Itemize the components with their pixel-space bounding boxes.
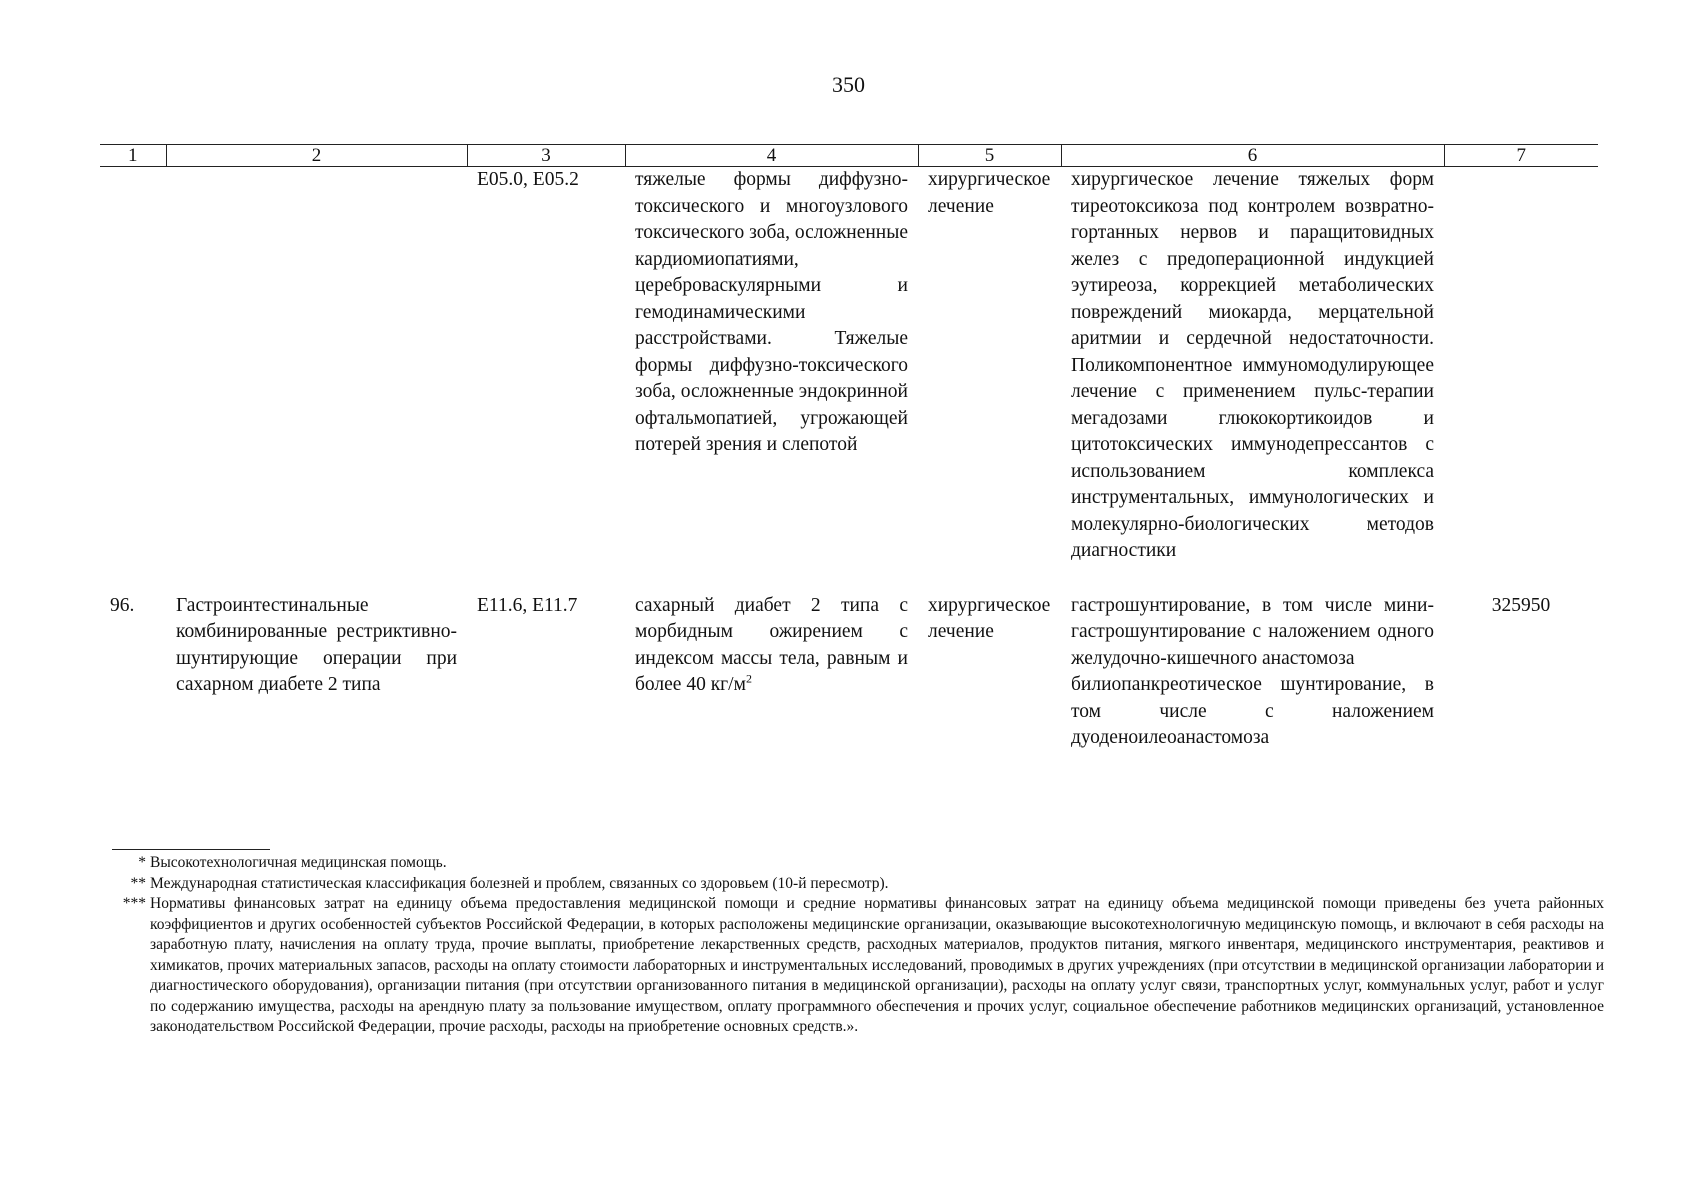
treatment-type: хирургическое лечение xyxy=(928,594,1051,642)
column-header-1: 1 xyxy=(100,145,166,167)
column-header-2: 2 xyxy=(166,145,467,167)
footnote-text: Нормативы финансовых затрат на единицу объема предоставления медицинской помощи и средние нормативы финансовых затрат на единицу объема медицинской помощи приведены без учета районных коэффициентов и других особенностей субъектов Российской Федерации, в которых расположены медицинские организации, оказывающие высокотехнологичную медицинскую помощь, и включают в себя расходы на заработную плату, начисления на оплату труда, прочие выплаты, приобретение лекарственных средств, расходных материалов, продуктов питания, мягкого инвентаря, медицинского инструментария, реактивов и химикатов, прочих материальных запасов, расходы на оплату стоимости лабораторных и инструментальных исследований, проводимых в других учреждениях (при отсутствии в медицинской организации лаборатории и диагностического оборудования), организации питания (при отсутствии организованного питания в медицинской организации), расходы на оплату услуг связи, транспортных услуг, коммунальных услуг, работ и услуг по содержанию имущества, расходы на арендную плату за пользование имуществом, оплату программного обеспечения и прочих услуг, социальное обеспечение работников медицинских организаций, установленное законодательством Российской Федерации, прочие расходы, расходы на приобретение основных средств.». xyxy=(150,895,1604,1035)
method-line: билиопанкреотическое шунтирование, в том числе с наложением дуоденоилеоанастомоза xyxy=(1071,674,1434,748)
footnotes xyxy=(112,849,1604,1038)
price xyxy=(1444,167,1598,593)
icd-codes: E05.0, E05.2 xyxy=(477,169,579,190)
table-row xyxy=(100,167,1598,593)
page-number: 350 xyxy=(832,72,865,97)
footnote-mark: *** xyxy=(122,895,146,912)
patient-model xyxy=(625,593,918,752)
footnote xyxy=(112,853,1604,874)
treatment-method xyxy=(1061,593,1444,752)
price: 325950 xyxy=(1491,594,1551,616)
column-header-4: 4 xyxy=(625,145,918,167)
treatment-method xyxy=(1061,167,1444,593)
services-table xyxy=(100,144,1598,752)
method-line: хирургическое лечение тяжелых форм тиреотоксикоза под контролем возвратно-гортанных нервов и паращитовидных желез с предоперационной индукцией эутиреоза, коррекцией метаболических повреждений миокарда, мерцательной аритмии и сердечной недостаточности. Поликомпонентное иммуномодулирующее лечение с применением пульс-терапии мегадозами глюкокортикоидов и цитотоксических иммунодепрессантов с использованием комплекса инструментальных, иммунологических и молекулярно-биологических методов диагностики xyxy=(1071,169,1434,561)
service-name xyxy=(166,167,467,593)
footnote-mark: ** xyxy=(130,874,146,892)
column-header-3: 3 xyxy=(467,145,625,167)
table-row xyxy=(100,593,1598,752)
row-number xyxy=(100,167,166,593)
footnote-mark: * xyxy=(138,854,146,871)
header-row xyxy=(100,145,1598,167)
method-line: гастрошунтирование, в том числе мини-гастрошунтирование с наложением одного желудочно-кишечного анастомоза xyxy=(1071,594,1434,669)
footnote-text: Высокотехнологичная медицинская помощь. xyxy=(150,854,447,871)
footnote-separator xyxy=(112,849,270,850)
row-number: 96. xyxy=(110,594,135,616)
column-header-5: 5 xyxy=(918,145,1061,167)
footnote xyxy=(112,894,1604,1038)
footnote xyxy=(112,874,1604,895)
patient-model: тяжелые формы диффузно-токсического и многоузлового токсического зоба, осложненные кардиомиопатиями, цереброваскулярными и гемодинамическими расстройствами. Тяжелые формы диффузно-токсического зоба, осложненные эндокринной офтальмопатией, угрожающей потерей зрения и слепотой xyxy=(635,169,908,455)
treatment-type: хирургическое лечение xyxy=(928,169,1051,217)
service-name: Гастроинтестинальные комбинированные рестриктивно-шунтирующие операции при сахарном диабете 2 типа xyxy=(176,594,457,695)
column-header-6: 6 xyxy=(1061,145,1444,167)
superscript: 2 xyxy=(745,671,752,686)
patient-model-text: сахарный диабет 2 типа с морбидным ожирением с индексом массы тела, равным и более 40 кг/м xyxy=(635,594,908,695)
footnote-text: Международная статистическая классификация болезней и проблем, связанных со здоровьем (10-й пересмотр). xyxy=(150,874,889,892)
column-header-7: 7 xyxy=(1444,145,1598,167)
icd-codes: E11.6, E11.7 xyxy=(477,594,578,616)
